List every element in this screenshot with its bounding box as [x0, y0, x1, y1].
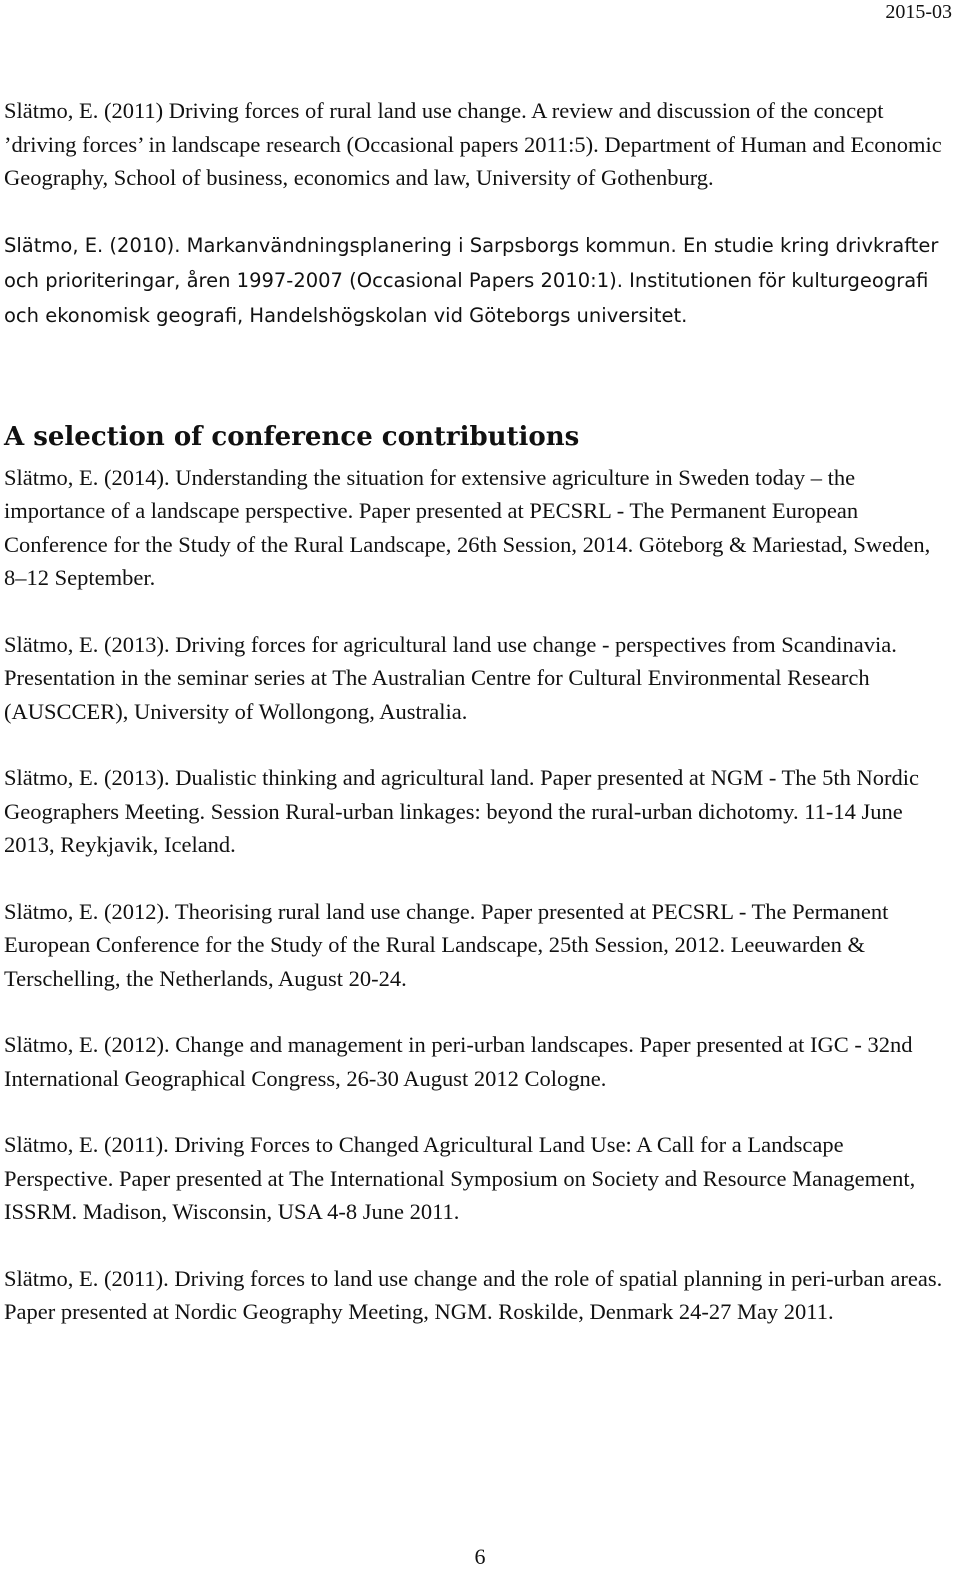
conference-entry: Slätmo, E. (2013). Dualistic thinking and agricultural land. Paper presented at NGM - The 5th Nordic Geographers Meeting. Session Rural-urban linkages: beyond the rural-urban dichotomy. 11-14 June 2013, Reykjavik, Iceland. — [4, 765, 919, 857]
publication-entry — [4, 228, 952, 333]
conference-entry: Slätmo, E. (2012). Theorising rural land use change. Paper presented at PECSRL - The Permanent European Conference for the Study of the Rural Landscape, 25th Session, 2012. Leeuwarden & Terschelling, the Netherlands, August 20-24. — [4, 898, 889, 991]
publication-entry — [4, 94, 952, 195]
conference-entry: Slätmo, E. (2013). Driving forces for agricultural land use change - perspectives from Scandinavia. Presentation in the seminar series at The Australian Centre for Cultural Environmental Research (AUSCCER), University of Wollongong, Australia. — [4, 631, 897, 724]
page-number: 6 — [474, 1544, 486, 1569]
document-body — [4, 94, 952, 1362]
conference-entry: Slätmo, E. (2011). Driving forces to land use change and the role of spatial planning in peri-urban areas. Paper presented at Nordic Geography Meeting, NGM. Roskilde, Denmark 24-27 May 2011. — [4, 1265, 943, 1324]
header-date: 2015-03 — [885, 1, 952, 23]
publication-details: (2011) Driving forces of rural land use change. A review and discussion of the concept ’driving forces’ in landscape research (Occasional papers 2011:5). Department of Human and Economic Geography, School of business, economics and law, University of Gothenburg. — [4, 98, 942, 190]
conference-entry: Slätmo, E. (2014). Understanding the situation for extensive agriculture in Sweden today – the importance of a landscape perspective. Paper presented at PECSRL - The Permanent European Conference for the Study of the Rural Landscape, 26th Session, 2014. Göteborg & Mariestad, Sweden, 8–12 September. — [4, 464, 931, 590]
author-name: Slätmo, E. — [4, 98, 99, 123]
conference-entry: Slätmo, E. (2012). Change and management in peri-urban landscapes. Paper presented at IGC - 32nd International Geographical Congress, 26-30 August 2012 Cologne. — [4, 1032, 913, 1091]
author-name: Slätmo, E. — [4, 233, 104, 257]
section-heading: A selection of conference contributions — [4, 421, 580, 452]
conference-entry: Slätmo, E. (2011). Driving Forces to Changed Agricultural Land Use: A Call for a Landscape Perspective. Paper presented at The International Symposium on Society and Resource Management, ISSRM. Madison, Wisconsin, USA 4-8 June 2011. — [4, 1132, 916, 1224]
publication-details: (2010). Markanvändningsplanering i Sarpsborgs kommun. En studie kring drivkrafter och prioriteringar, åren 1997-2007 (Occasional Papers 2010:1). Institutionen för kulturgeografi och ekonomisk geografi, Handelshögskolan vid Göteborgs universitet. — [4, 233, 939, 327]
